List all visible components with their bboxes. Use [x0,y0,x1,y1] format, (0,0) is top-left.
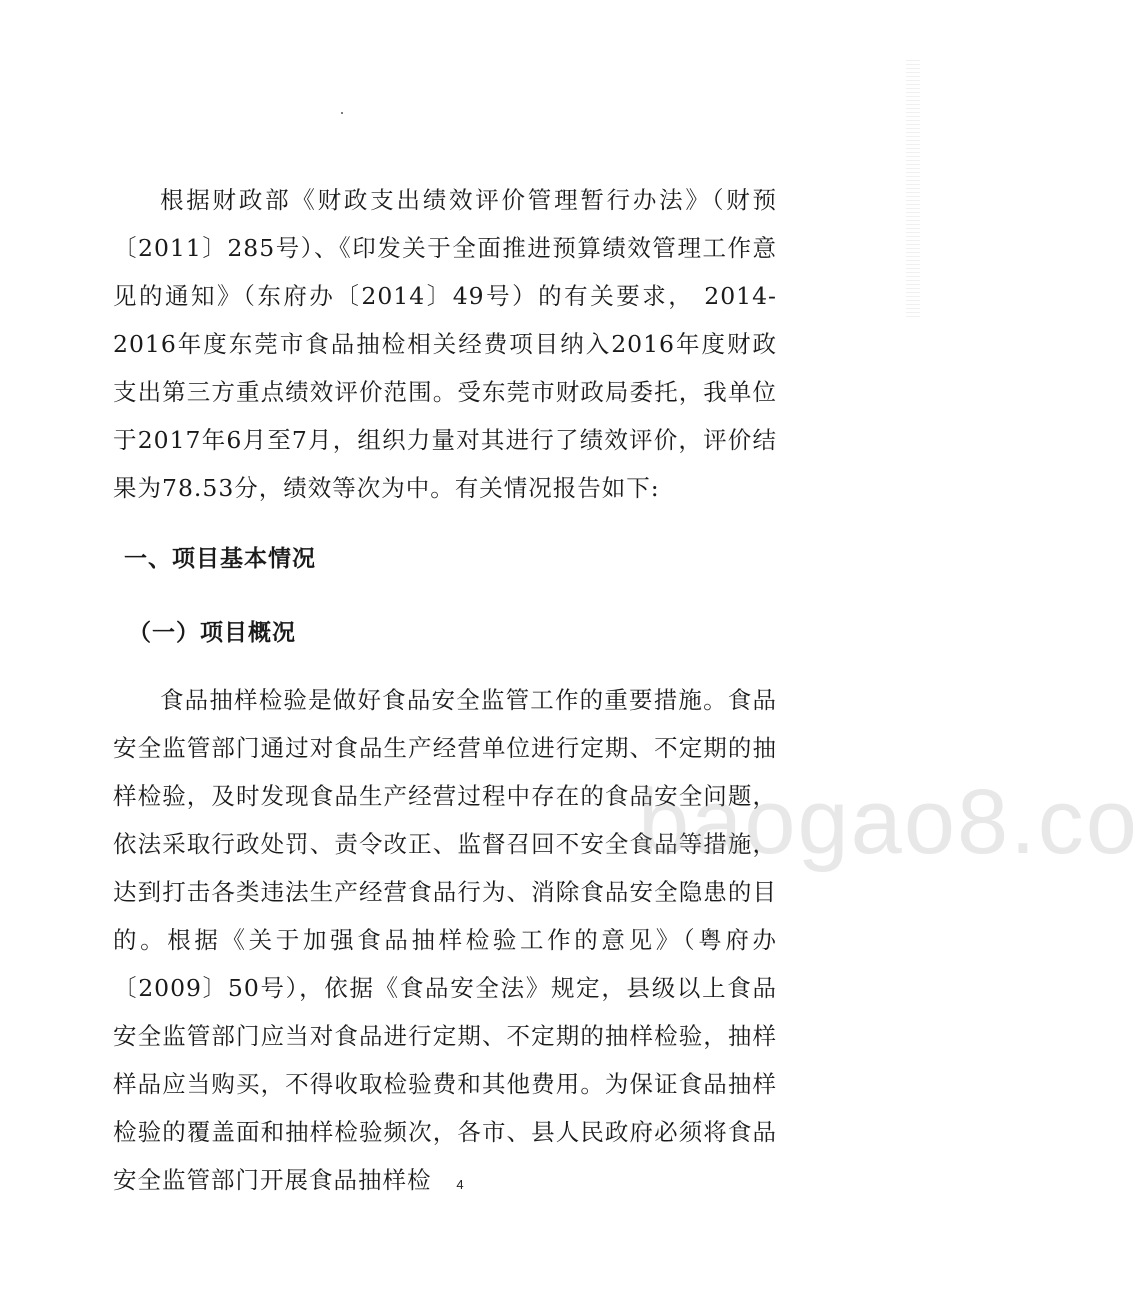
page-number: 4 [456,1177,464,1192]
intro-paragraph: 根据财政部《财政支出绩效评价管理暂行办法》（财预〔2011〕285号）、《印发关于全面推进预算绩效管理工作意见的通知》（东府办〔2014〕49号）的有关要求， 2014-2016年度东莞市食品抽检相关经费项目纳入2016年度财政支出第三方重点绩效评价范围。受东莞市财政局委托，我单位于2017年6月至7月，组织力量对其进行了绩效评价，评价结果为78.53分，绩效等次为中。有关情况报告如下: [113,186,777,502]
scan-edge-artifact [906,60,920,320]
section-heading-project-basics: 一、项目基本情况 [124,546,316,572]
subsection-heading-project-overview: （一）项目概况 [128,620,296,646]
scan-speck [341,112,343,114]
overview-paragraph: 食品抽样检验是做好食品安全监管工作的重要措施。食品安全监管部门通过对食品生产经营单位进行定期、不定期的抽样检验，及时发现食品生产经营过程中存在的食品安全问题，依法采取行政处罚、责令改正、监督召回不安全食品等措施，达到打击各类违法生产经营食品行为、消除食品安全隐患的目的。根据《关于加强食品抽样检验工作的意见》（粤府办〔2009〕50号），依据《食品安全法》规定，县级以上食品安全监管部门应当对食品进行定期、不定期的抽样检验，抽样样品应当购买，不得收取检验费和其他费用。为保证食品抽样检验的覆盖面和抽样检验频次，各市、县人民政府必须将食品安全监管部门开展食品抽样检 [113,686,777,1194]
intro-paragraph-container [113,176,777,512]
overview-paragraph-container [113,676,777,1204]
site-watermark: baogao8.co [638,771,1139,873]
